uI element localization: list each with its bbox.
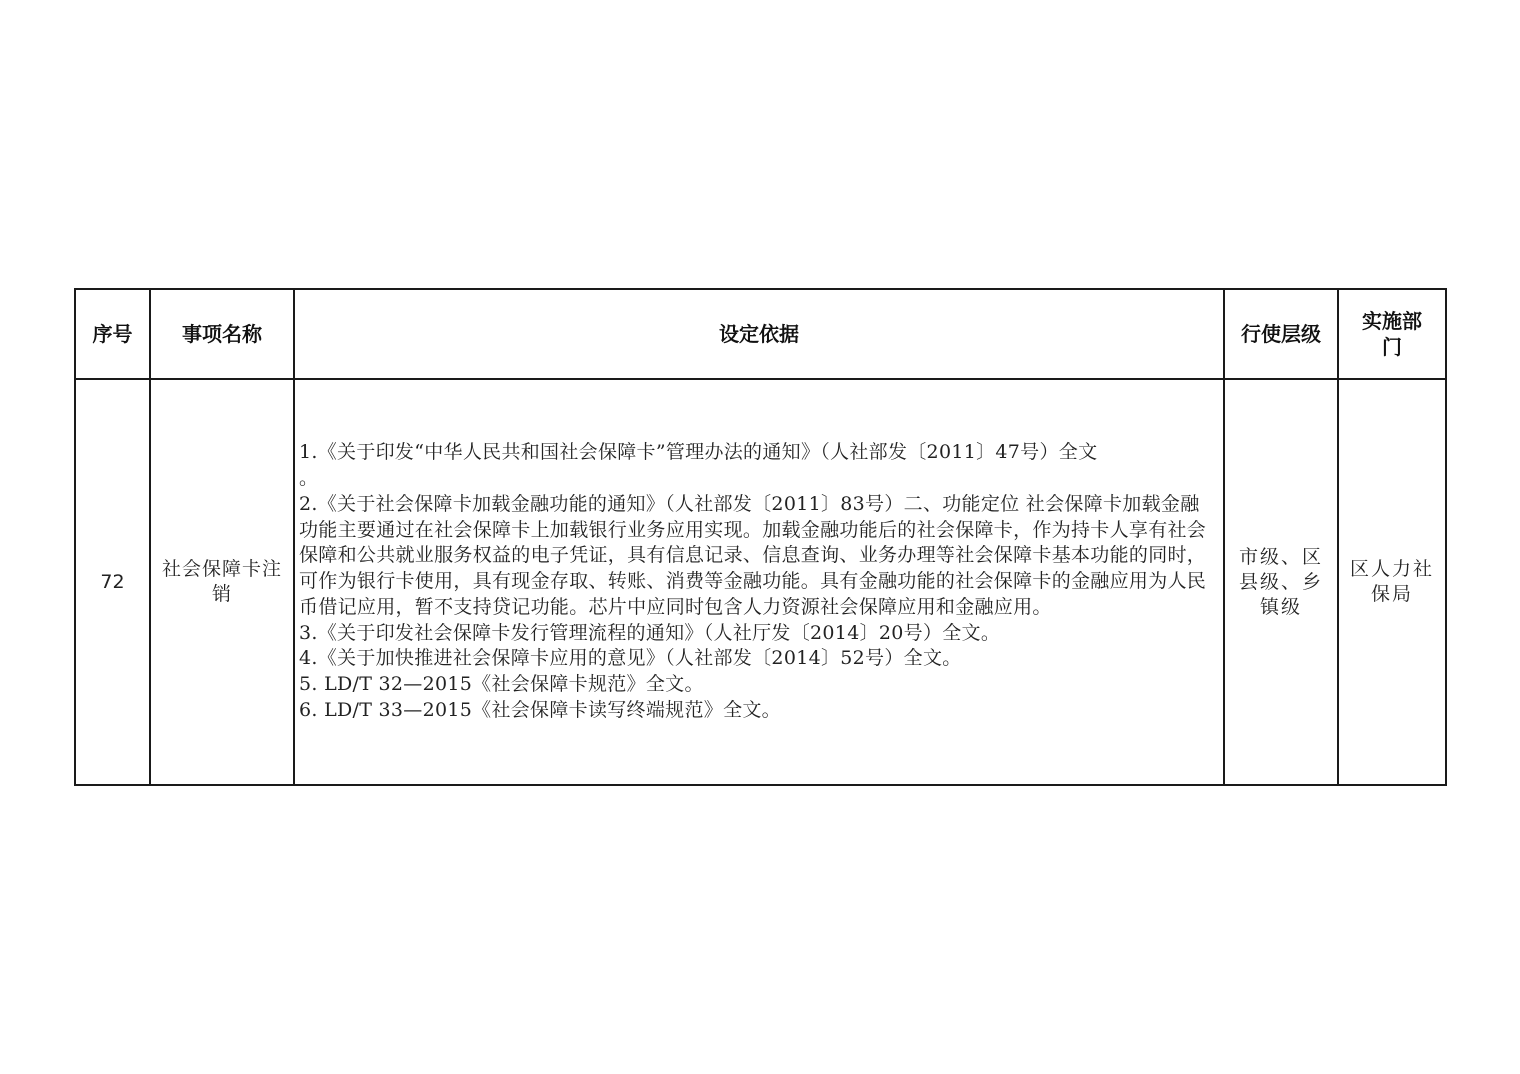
header-dept <box>1338 289 1446 379</box>
header-level: 行使层级 <box>1224 289 1338 379</box>
table-header-row <box>75 289 1446 379</box>
cell-item-name: 社会保障卡注销 <box>150 379 294 785</box>
header-seq: 序号 <box>75 289 150 379</box>
basis-item-2: 2.《关于社会保障卡加载金融功能的通知》（人社部发〔2011〕83号）二、功能定位 社会保障卡加载金融功能主要通过在社会保障卡上加载银行业务应用实现。加载金融功能后的社会保障卡，作为持卡人享有社会保障和公共就业服务权益的电子凭证，具有信息记录、信息查询、业务办理等社会保障卡基本功能的同时，可作为银行卡使用，具有现金存取、转账、消费等金融功能。具有金融功能的社会保障卡的金融应用为人民币借记应用，暂不支持贷记功能。芯片中应同时包含人力资源社会保障应用和金融应用。 <box>299 492 1207 618</box>
cell-seq: 72 <box>75 379 150 785</box>
header-basis: 设定依据 <box>294 289 1224 379</box>
table-row <box>75 379 1446 785</box>
header-item-name: 事项名称 <box>150 289 294 379</box>
basis-item-1: 1.《关于印发“中华人民共和国社会保障卡”管理办法的通知》（人社部发〔2011〕47号）全文 <box>299 441 1098 464</box>
basis-item-5: 5. LD/T 32—2015《社会保障卡规范》全文。 <box>299 673 704 696</box>
basis-item-6: 6. LD/T 33—2015《社会保障卡读写终端规范》全文。 <box>299 699 781 722</box>
basis-item-1-tail: 。 <box>299 466 319 489</box>
basis-item-3: 3.《关于印发社会保障卡发行管理流程的通知》（人社厅发〔2014〕20号）全文。 <box>299 621 1001 644</box>
basis-item-4: 4.《关于加快推进社会保障卡应用的意见》（人社部发〔2014〕52号）全文。 <box>299 647 962 670</box>
items-table <box>74 288 1447 786</box>
cell-level: 市级、区县级、乡镇级 <box>1224 379 1338 785</box>
cell-dept: 区人力社保局 <box>1338 379 1446 785</box>
cell-basis <box>294 379 1224 785</box>
header-dept-label: 实施部门 <box>1362 309 1422 359</box>
